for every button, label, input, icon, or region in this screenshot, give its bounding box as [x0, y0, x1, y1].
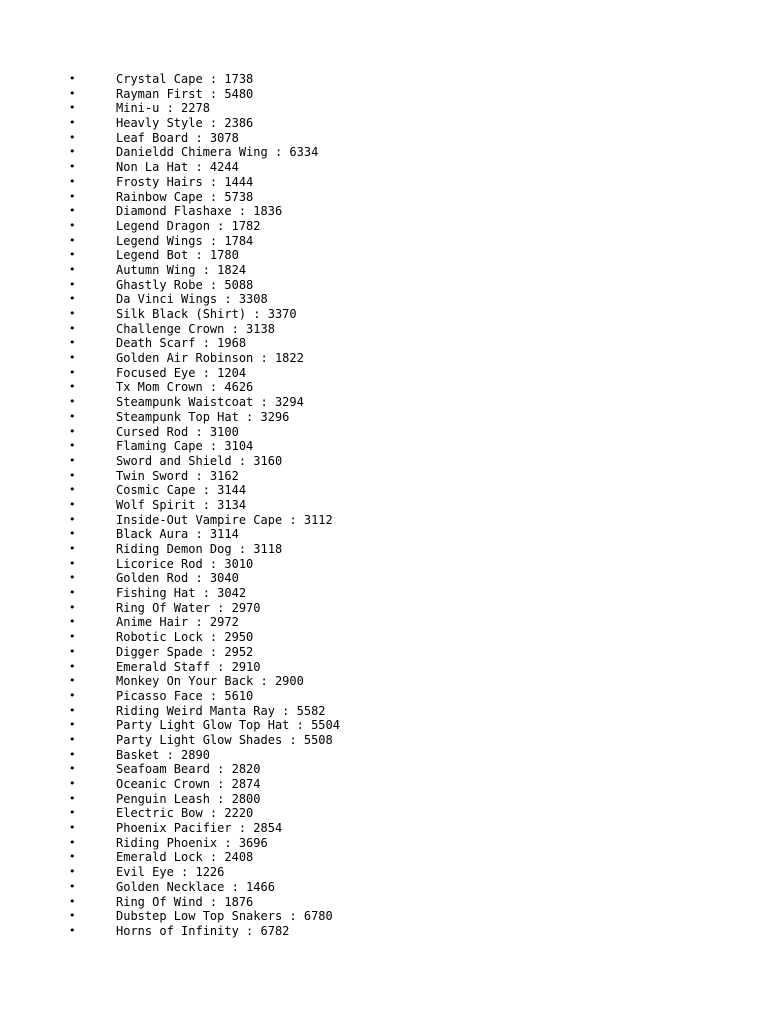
item-text: Electric Bow : 2220	[116, 806, 254, 821]
item-text: Autumn Wing : 1824	[116, 262, 247, 277]
item-text: Crystal Cape : 1738	[116, 72, 254, 86]
bullet-icon: •	[69, 336, 76, 350]
bullet-icon: •	[69, 160, 76, 174]
bullet-icon: •	[69, 86, 76, 100]
bullet-icon: •	[69, 321, 76, 335]
item-text: Silk Black (Shirt) : 3370	[116, 307, 297, 321]
bullet-icon: •	[69, 600, 76, 614]
bullet-icon: •	[69, 571, 76, 585]
bullet-icon: •	[69, 395, 76, 409]
item-text: Ring Of Wind : 1876	[116, 894, 254, 909]
bullet-icon: •	[69, 674, 76, 688]
bullet-icon: •	[69, 923, 76, 937]
item-text: Horns of Infinity : 6782	[116, 923, 290, 938]
item-text: Picasso Face : 5610	[116, 688, 254, 703]
bullet-icon: •	[69, 659, 76, 673]
item-text: Legend Dragon : 1782	[116, 218, 261, 233]
item-text: Twin Sword : 3162	[116, 468, 239, 483]
item-text: Leaf Board : 3078	[116, 130, 239, 145]
item-text: Riding Phoenix : 3696	[116, 835, 268, 850]
item-text: Inside-Out Vampire Cape : 3112	[116, 512, 333, 527]
bullet-icon: •	[69, 865, 76, 879]
item-text: Penguin Leash : 2800	[116, 791, 261, 806]
bullet-icon: •	[69, 468, 76, 482]
bullet-icon: •	[69, 101, 76, 115]
bullet-icon: •	[69, 453, 76, 467]
bullet-icon: •	[69, 586, 76, 600]
bullet-icon: •	[69, 777, 76, 790]
item-text: Oceanic Crown : 2874	[116, 777, 261, 791]
bullet-icon: •	[69, 116, 76, 130]
item-text: Riding Demon Dog : 3118	[116, 542, 283, 556]
bullet-icon: •	[69, 409, 76, 423]
bullet-icon: •	[69, 145, 76, 159]
item-text: Party Light Glow Top Hat : 5504	[116, 718, 340, 733]
item-text: Tx Mom Crown : 4626	[116, 380, 254, 395]
bullet-icon: •	[69, 72, 76, 85]
item-text: Party Light Glow Shades : 5508	[116, 732, 333, 747]
bullet-icon: •	[69, 233, 76, 247]
item-text: Anime Hair : 2972	[116, 615, 239, 630]
item-text: Mini-u : 2278	[116, 101, 210, 116]
item-text: Challenge Crown : 3138	[116, 321, 275, 336]
item-text: Emerald Staff : 2910	[116, 659, 261, 674]
bullet-icon: •	[69, 703, 76, 717]
bullet-icon: •	[69, 262, 76, 276]
bullet-icon: •	[69, 909, 76, 923]
bullet-icon: •	[69, 218, 76, 232]
bullet-icon: •	[69, 380, 76, 394]
item-text: Basket : 2890	[116, 747, 210, 762]
item-text: Seafoam Beard : 2820	[116, 762, 261, 777]
item-text: Black Aura : 3114	[116, 527, 239, 542]
item-text: Diamond Flashaxe : 1836	[116, 204, 283, 219]
bullet-icon: •	[69, 439, 76, 453]
bullet-icon: •	[69, 791, 76, 805]
bullet-icon: •	[69, 351, 76, 365]
item-text: Golden Air Robinson : 1822	[116, 351, 304, 366]
bullet-icon: •	[69, 174, 76, 188]
item-text: Da Vinci Wings : 3308	[116, 292, 268, 307]
bullet-icon: •	[69, 277, 76, 291]
bullet-icon: •	[69, 806, 76, 820]
bullet-icon: •	[69, 894, 76, 908]
bullet-icon: •	[69, 204, 76, 218]
item-text: Cursed Rod : 3100	[116, 424, 239, 439]
item-text: Evil Eye : 1226	[116, 865, 225, 880]
bullet-icon: •	[69, 718, 76, 732]
item-text: Phoenix Pacifier : 2854	[116, 821, 283, 836]
bullet-icon: •	[69, 644, 76, 658]
item-text: Legend Wings : 1784	[116, 233, 254, 248]
bullet-icon: •	[69, 189, 76, 203]
bullet-icon: •	[69, 821, 76, 835]
bullet-icon: •	[69, 630, 76, 644]
item-text: Frosty Hairs : 1444	[116, 174, 254, 189]
bullet-icon: •	[69, 248, 76, 262]
item-text: Cosmic Cape : 3144	[116, 483, 247, 498]
item-text: Focused Eye : 1204	[116, 365, 247, 380]
item-text: Legend Bot : 1780	[116, 248, 239, 263]
bullet-icon: •	[69, 483, 76, 497]
item-text: Rainbow Cape : 5738	[116, 189, 254, 204]
bullet-icon: •	[69, 850, 76, 864]
bullet-icon: •	[69, 835, 76, 849]
bullet-icon: •	[69, 542, 76, 555]
bullet-icon: •	[69, 497, 76, 511]
item-text: Sword and Shield : 3160	[116, 453, 283, 468]
item-text: Ring Of Water : 2970	[116, 600, 261, 615]
item-text: Heavly Style : 2386	[116, 116, 254, 131]
item-text: Steampunk Waistcoat : 3294	[116, 395, 304, 410]
bullet-icon: •	[69, 762, 76, 776]
item-text: Flaming Cape : 3104	[116, 439, 254, 454]
item-text: Rayman First : 5480	[116, 86, 254, 101]
bullet-icon: •	[69, 527, 76, 541]
bullet-icon: •	[69, 556, 76, 570]
bullet-icon: •	[69, 307, 76, 320]
item-text: Fishing Hat : 3042	[116, 586, 247, 601]
item-text: Emerald Lock : 2408	[116, 850, 254, 865]
bullet-icon: •	[69, 365, 76, 379]
item-text: Steampunk Top Hat : 3296	[116, 409, 290, 424]
item-text: Riding Weird Manta Ray : 5582	[116, 703, 326, 718]
item-text: Robotic Lock : 2950	[116, 630, 254, 645]
bullet-icon: •	[69, 424, 76, 438]
item-text: Death Scarf : 1968	[116, 336, 247, 351]
bullet-icon: •	[69, 732, 76, 746]
bullet-icon: •	[69, 292, 76, 306]
item-text: Monkey On Your Back : 2900	[116, 674, 304, 689]
item-text: Ghastly Robe : 5088	[116, 277, 254, 292]
item-text: Golden Rod : 3040	[116, 571, 239, 586]
item-text: Digger Spade : 2952	[116, 644, 254, 659]
bullet-icon: •	[69, 879, 76, 893]
bullet-icon: •	[69, 688, 76, 702]
bullet-icon: •	[69, 747, 76, 761]
item-text: Licorice Rod : 3010	[116, 556, 254, 571]
item-text: Non La Hat : 4244	[116, 160, 239, 175]
item-text: Danieldd Chimera Wing : 6334	[116, 145, 319, 160]
bullet-icon: •	[69, 615, 76, 629]
bullet-icon: •	[69, 130, 76, 144]
item-text: Wolf Spirit : 3134	[116, 497, 247, 512]
bullet-icon: •	[69, 512, 76, 526]
item-text: Dubstep Low Top Snakers : 6780	[116, 909, 333, 924]
item-text: Golden Necklace : 1466	[116, 879, 275, 894]
